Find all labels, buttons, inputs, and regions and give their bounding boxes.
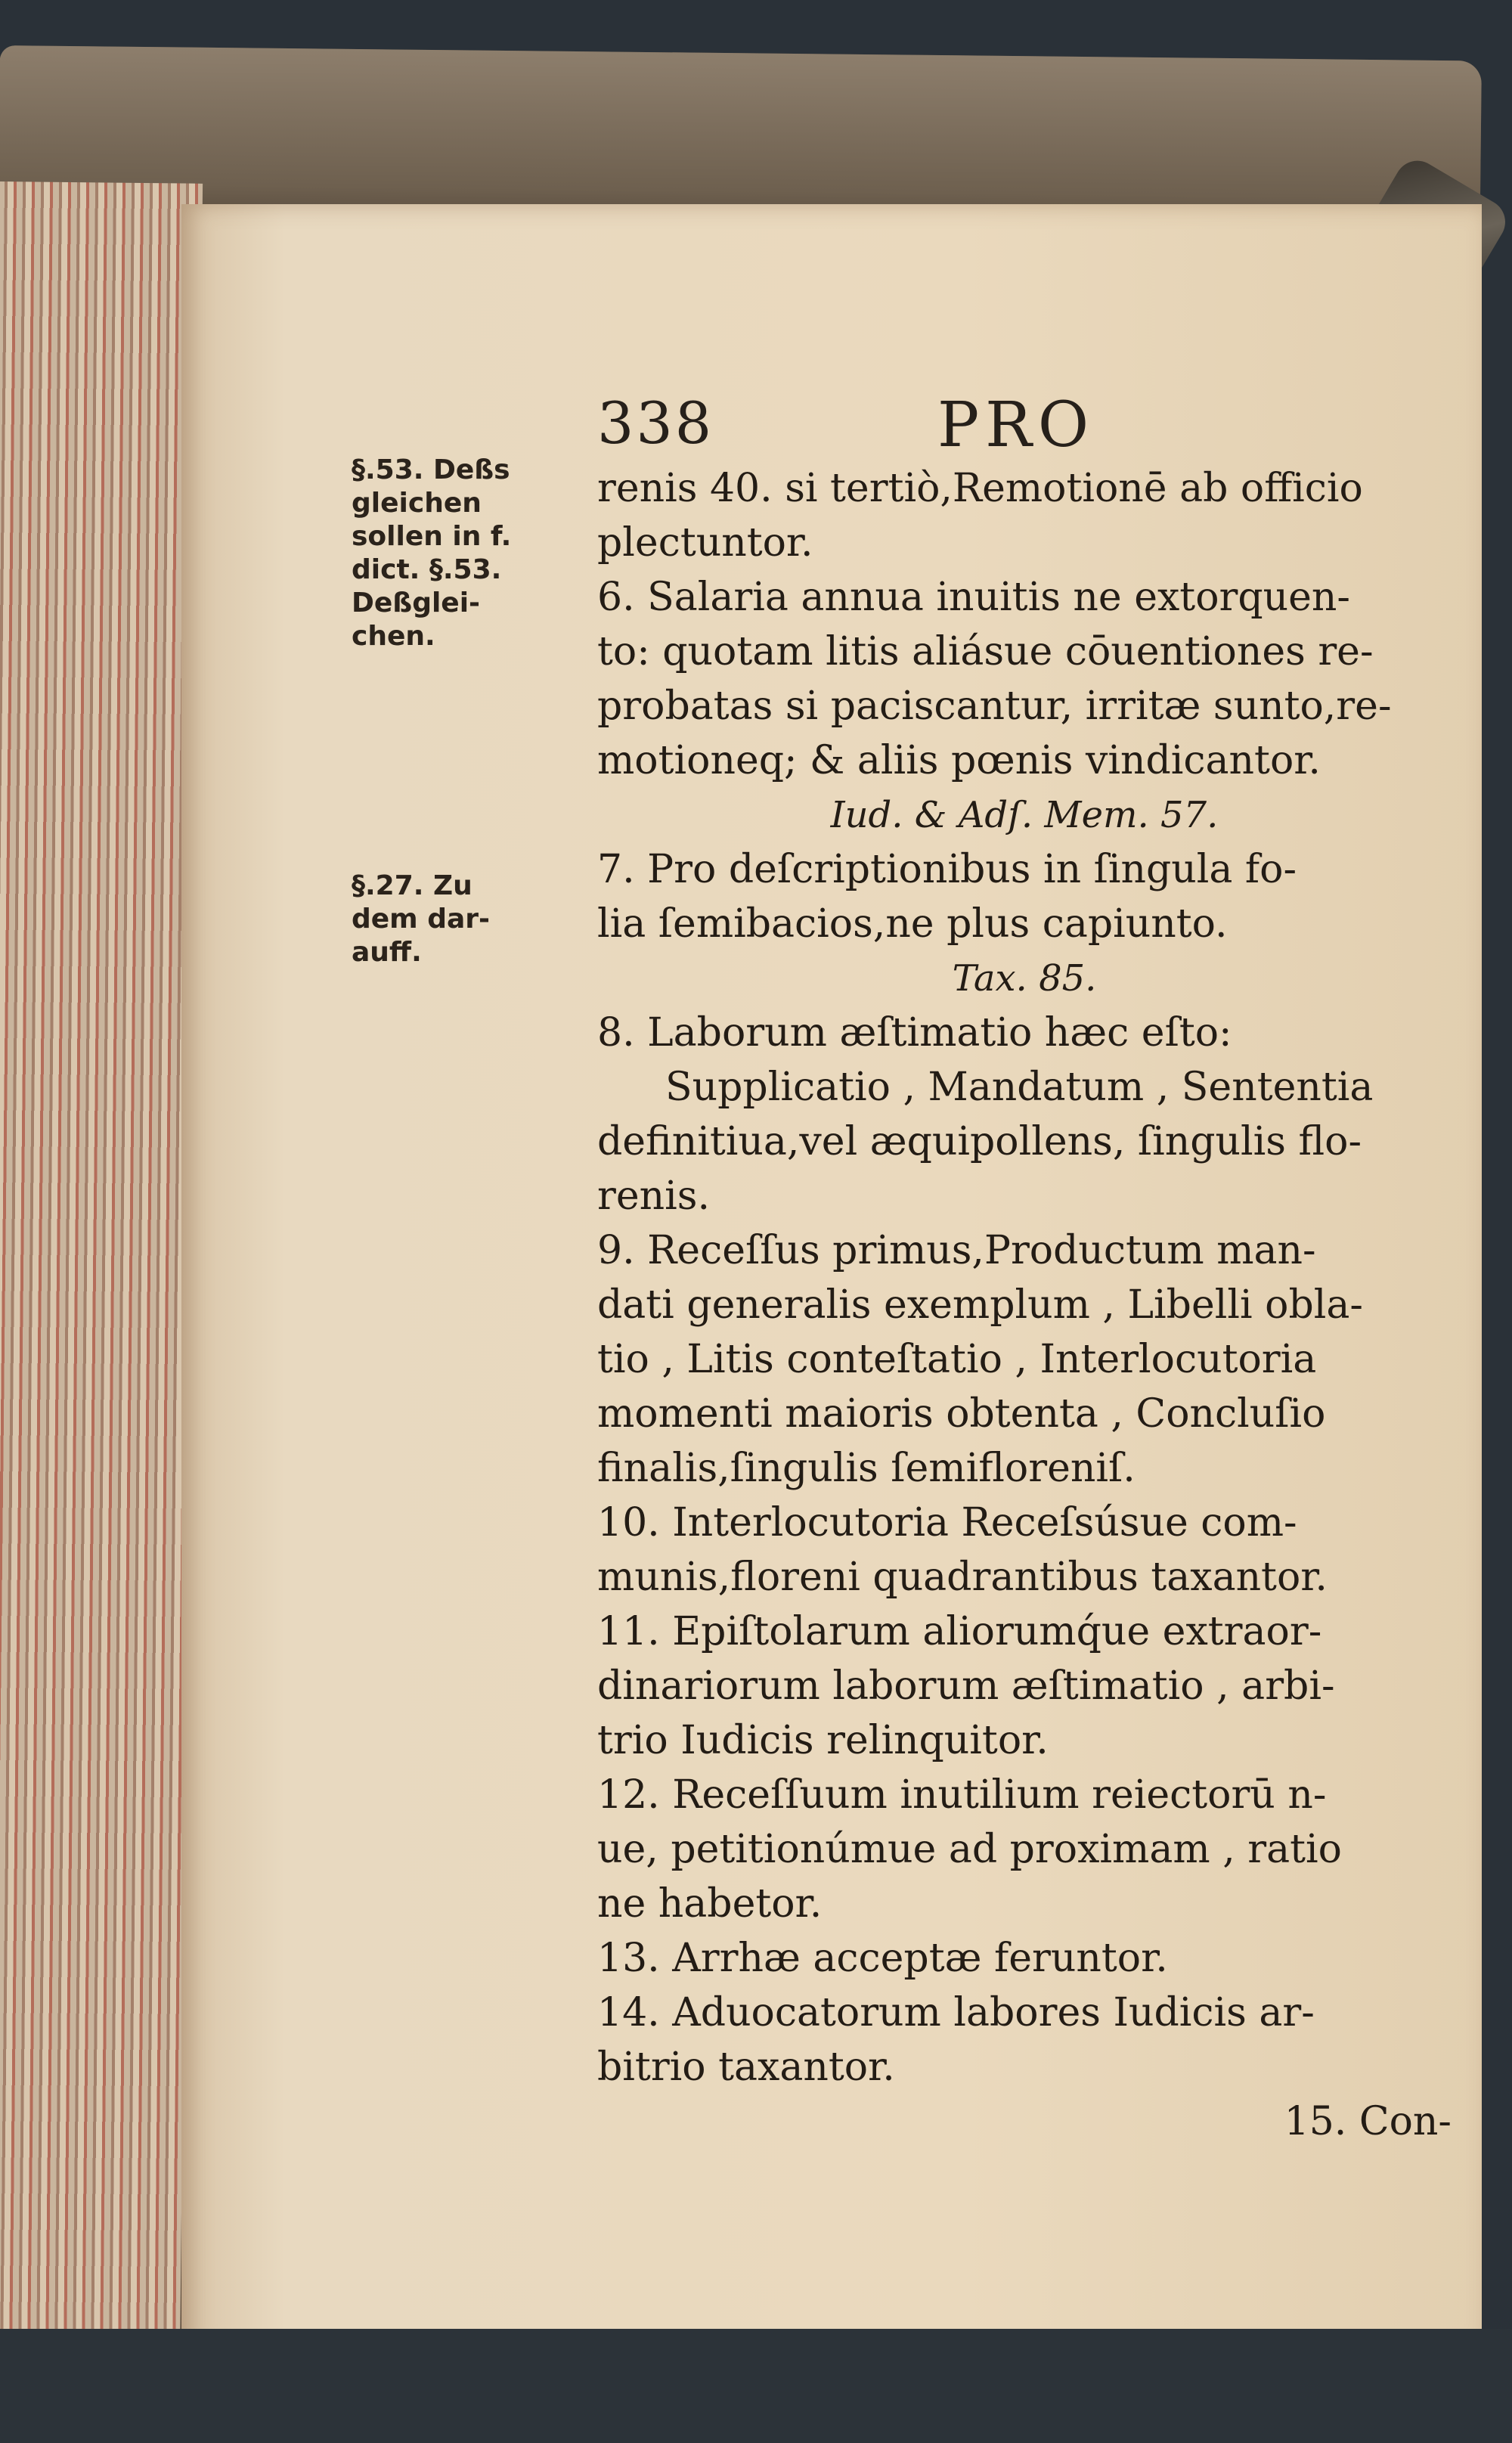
body-text — [597, 461, 1452, 2149]
text-line: momenti maioris obtenta , Concluſio — [597, 1391, 1326, 1437]
text-line: 6. Salaria annua inuitis ne extorquen- — [597, 575, 1350, 620]
text-line: 13. Arrhæ acceptæ feruntor. — [597, 1936, 1168, 1981]
margin-line: auff. — [352, 937, 422, 968]
margin-line: sollen in f. — [352, 521, 512, 552]
citation-line: Tax. 85. — [952, 957, 1097, 1000]
text-line: 10. Interlocutoria Receſsúsue com- — [597, 1500, 1297, 1545]
text-line: renis 40. si tertiò,Remotionē ab officio — [597, 466, 1363, 511]
text-line: Supplicatio , Mandatum , Sententia — [665, 1065, 1374, 1110]
text-line: plectuntor. — [597, 520, 813, 566]
citation-line: Iud. & Adſ. Mem. 57. — [830, 794, 1219, 836]
text-line: ue, petitionúmue ad proximam , ratio — [597, 1827, 1342, 1872]
text-line: 14. Aduocatorum labores Iudicis ar- — [597, 1990, 1315, 2035]
text-line: finalis,ſingulis ſemifloreniſ. — [597, 1446, 1136, 1491]
margin-line: chen. — [352, 621, 435, 652]
text-line: bitrio taxantor. — [597, 2045, 895, 2090]
margin-note-1 — [352, 454, 578, 653]
text-line: 8. Laborum æſtimatio hæc eſto: — [597, 1010, 1232, 1056]
background-surface — [0, 2329, 1512, 2443]
margin-line: gleichen — [352, 488, 482, 519]
text-line: 9. Receſſus primus,Productum man- — [597, 1228, 1316, 1273]
text-line: lia ſemibacios,ne plus capiunto. — [597, 901, 1228, 947]
text-line: renis. — [597, 1173, 710, 1219]
text-line: tio , Litis conteſtatio , Interlocutoria — [597, 1337, 1317, 1382]
text-line: munis,floreni quadrantibus taxantor. — [597, 1555, 1328, 1600]
text-line: dati generalis exemplum , Libelli obla- — [597, 1282, 1363, 1328]
margin-line: Deßglei- — [352, 587, 480, 619]
text-line: motioneq; & aliis pœnis vindicantor. — [597, 738, 1321, 783]
text-line: ne habetor. — [597, 1881, 823, 1927]
text-line: 7. Pro deſcriptionibus in ſingula fo- — [597, 847, 1297, 892]
margin-line: dict. §.53. — [352, 554, 502, 585]
margin-line: §.27. Zu — [352, 870, 472, 901]
page-number: 338 — [597, 389, 714, 457]
margin-note-2 — [352, 870, 578, 969]
page-edges — [0, 181, 203, 2376]
text-line: probatas si paciscantur, irritæ sunto,re- — [597, 684, 1392, 729]
text-line: trio Iudicis relinquitor. — [597, 1718, 1049, 1763]
margin-line: dem dar- — [352, 904, 490, 935]
text-line: to: quotam litis aliásue cōuentiones re- — [597, 629, 1374, 674]
text-line: 11. Epiſtolarum aliorumq́ue extraor- — [597, 1609, 1322, 1654]
text-line: dinariorum laborum æſtimatio , arbi- — [597, 1663, 1335, 1709]
text-line: 12. Receſſuum inutilium reiectorū n- — [597, 1772, 1327, 1818]
running-head: PRO — [937, 389, 1095, 461]
catchword: 15. Con- — [1284, 2099, 1452, 2144]
margin-line: §.53. Deßs — [352, 454, 510, 485]
text-line: definitiua,vel æquipollens, ſingulis flo- — [597, 1119, 1362, 1164]
